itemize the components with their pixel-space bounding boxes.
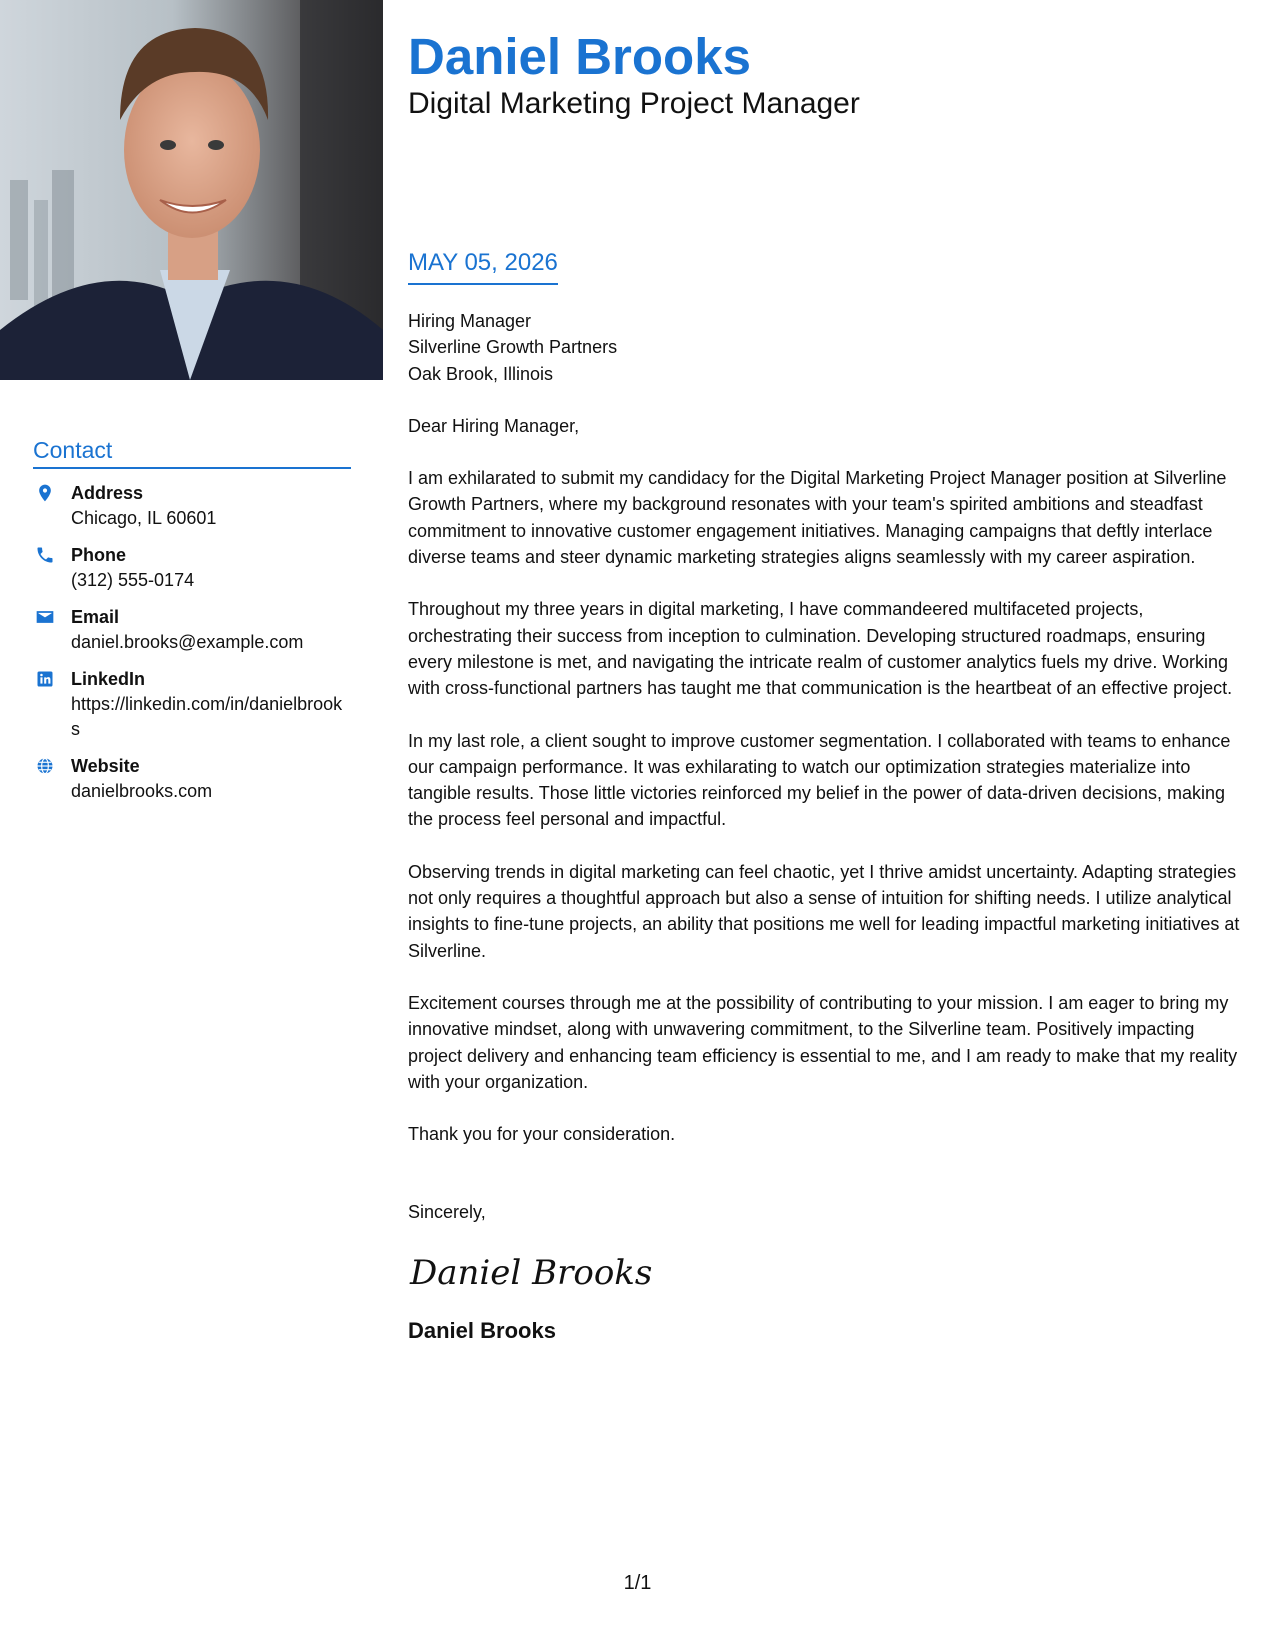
body-paragraph: I am exhilarated to submit my candidacy for the Digital Marketing Project Manager position at Silverline Growth Partners, where my background resonates with your team's spirited ambitions and steadfast commitment to innovative customer engagement initiatives. Managing campaigns that deftly interlace diverse teams and steer dynamic marketing strategies aligns seamlessly with my career aspiration. [408,468,1227,568]
recipient-block [408,308,1250,387]
applicant-name: Daniel Brooks [408,28,751,85]
contact-address [33,481,351,531]
website-value[interactable]: danielbrooks.com [71,781,213,801]
letter-body [408,308,1250,1346]
email-value[interactable]: daniel.brooks@example.com [71,632,304,652]
contact-website [33,754,351,804]
contact-linkedin [33,667,351,742]
address-value: Chicago, IL 60601 [71,508,217,528]
salutation: Dear Hiring Manager, [408,415,580,436]
letter-header [408,26,1248,122]
contact-phone [33,543,351,593]
phone-label: Phone [71,545,127,565]
envelope-icon [35,607,55,627]
signature-image [408,1246,668,1296]
body-paragraph: Observing trends in digital marketing can feel chaotic, yet I thrive amidst uncertainty. Adapting strategies not only requires a thoughtful approach but also a sense of intuition for shifting needs. I utilize analytical insights to fine-tune projects, an ability that positions me well for leading impactful marketing initiatives at Silverline. [408,861,1240,961]
contact-heading: Contact [33,435,351,469]
linkedin-label: LinkedIn [71,669,146,689]
applicant-title: Digital Marketing Project Manager [408,87,860,120]
address-label: Address [71,483,144,503]
email-label: Email [71,607,120,627]
website-label: Website [71,756,140,776]
contact-sidebar [33,435,351,816]
location-pin-icon [35,483,55,503]
svg-text:Daniel Brooks: Daniel Brooks [410,1252,653,1293]
globe-icon [35,756,55,776]
signature [408,1246,1250,1296]
phone-icon [35,545,55,565]
body-paragraph: Excitement courses through me at the possibility of contributing to your mission. I am eager to bring my innovative mindset, along with unwavering commitment, to the Silverline team. Positively impacting project delivery and enhancing team efficiency is essential to me, and I am ready to make that my reality with your organization. [408,992,1238,1092]
portrait-image [0,0,383,380]
linkedin-icon [35,669,55,689]
signed-name: Daniel Brooks [408,1317,556,1343]
phone-value[interactable]: (312) 555-0174 [71,570,195,590]
closing: Sincerely, [408,1202,486,1223]
profile-photo [0,0,383,380]
recipient-line: Oak Brook, Illinois [408,363,554,384]
page-number: 1/1 [623,1572,652,1594]
thanks-line: Thank you for your consideration. [408,1124,676,1145]
body-paragraph: Throughout my three years in digital marketing, I have commandeered multifaceted projects, orchestrating their success from inception to culmination. Developing structured roadmaps, ensuring every milestone is met, and navigating the intricate realm of customer analytics fuels my drive. Working with cross-functional partners has taught me that communication is the heartbeat of an effective project. [408,599,1233,699]
linkedin-value[interactable]: https://linkedin.com/in/danielbrooks [71,694,343,739]
contact-email [33,605,351,655]
body-paragraph: In my last role, a client sought to improve customer segmentation. I collaborated with teams to enhance our campaign performance. It was exhilarating to watch our optimization strategies materialize into tangible results. Those little victories reinforced my belief in the power of data-driven decisions, making the process feel personal and impactful. [408,730,1231,830]
recipient-line: Silverline Growth Partners [408,337,618,358]
recipient-line: Hiring Manager [408,311,532,331]
letter-date: MAY 05, 2026 [408,247,558,285]
